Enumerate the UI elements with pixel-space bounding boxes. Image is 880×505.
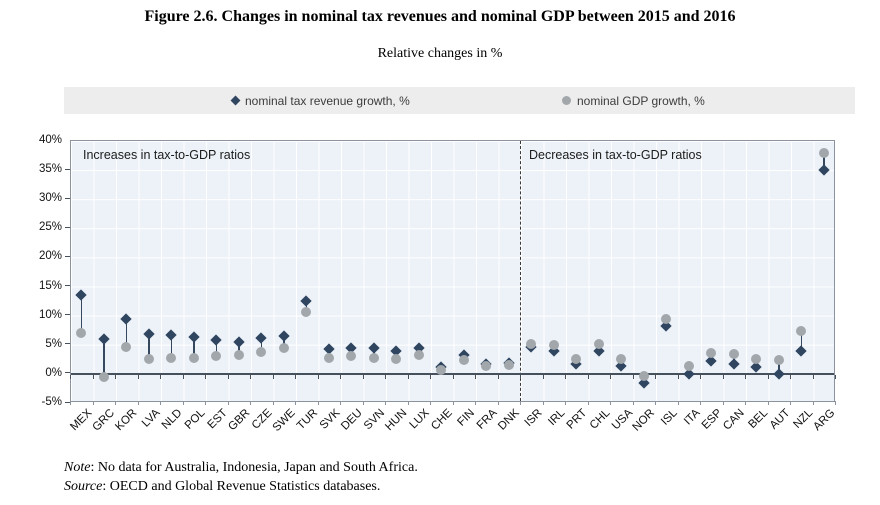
gdp-point	[234, 350, 244, 360]
bottom-axis-tick	[723, 401, 724, 405]
legend-label: nominal tax revenue growth, %	[245, 93, 410, 108]
bottom-axis-tick	[138, 401, 139, 405]
gdp-point	[99, 372, 109, 382]
x-axis-country-label: NOR	[630, 407, 658, 434]
bottom-axis-tick	[93, 401, 94, 405]
y-axis-tick-mark	[65, 285, 70, 286]
zero-axis-tick	[768, 375, 769, 379]
tax-revenue-point	[98, 333, 109, 344]
x-axis-country-label: ISR	[522, 407, 545, 430]
tax-revenue-point	[818, 164, 829, 175]
bottom-axis-tick	[610, 401, 611, 405]
bottom-axis-tick	[813, 401, 814, 405]
source-text: : OECD and Global Revenue Statistics databases.	[102, 479, 381, 494]
gdp-point	[751, 354, 761, 364]
zero-axis-tick	[678, 375, 679, 379]
x-axis-country-label: CAN	[721, 407, 748, 433]
x-axis-country-label: SVN	[362, 407, 388, 433]
x-axis-country-label: USA	[609, 407, 635, 433]
x-axis-country-label: IRL	[546, 407, 568, 429]
gdp-point	[571, 354, 581, 364]
gdp-point	[684, 361, 694, 371]
zero-axis-tick	[453, 375, 454, 379]
zero-axis-tick	[498, 375, 499, 379]
zero-axis-tick	[295, 375, 296, 379]
y-axis-tick-label: 35%	[38, 163, 62, 176]
tax-revenue-point	[773, 369, 784, 380]
note-text: : No data for Australia, Indonesia, Japan and South Africa.	[90, 460, 418, 475]
tax-revenue-point	[143, 329, 154, 340]
x-axis-country-label: GRC	[90, 407, 118, 434]
gdp-point	[279, 343, 289, 353]
bottom-axis-tick	[363, 401, 364, 405]
zero-axis-tick	[273, 375, 274, 379]
y-axis-tick-label: 10%	[38, 308, 62, 321]
gdp-point	[819, 148, 829, 158]
y-axis-tick-mark	[65, 227, 70, 228]
y-axis-tick-label: 15%	[38, 279, 62, 292]
gdp-point	[76, 328, 86, 338]
zero-axis-tick	[138, 375, 139, 379]
bottom-axis-tick	[633, 401, 634, 405]
y-axis-tick-label: 20%	[38, 250, 62, 263]
circle-marker-icon	[562, 96, 571, 105]
zero-axis-tick	[790, 375, 791, 379]
bottom-axis-tick	[790, 401, 791, 405]
note-line	[64, 458, 418, 477]
y-axis-tick-label: 30%	[38, 192, 62, 205]
source-label: Source	[64, 479, 103, 494]
bottom-axis-tick	[318, 401, 319, 405]
zero-axis-tick	[475, 375, 476, 379]
plot-area	[70, 140, 835, 402]
tax-revenue-point	[166, 329, 177, 340]
y-axis-tick-mark	[65, 198, 70, 199]
zero-axis-tick	[835, 375, 836, 379]
tax-revenue-point	[796, 345, 807, 356]
gdp-point	[481, 361, 491, 371]
bottom-axis-tick	[520, 401, 521, 405]
zero-axis-tick	[588, 375, 589, 379]
zero-axis-tick	[340, 375, 341, 379]
x-axis-country-label: HUN	[383, 407, 410, 434]
y-axis-tick-label: -5%	[41, 396, 62, 408]
gdp-point	[211, 351, 221, 361]
zero-axis-tick	[633, 375, 634, 379]
source-line	[64, 477, 418, 496]
bottom-axis-tick	[250, 401, 251, 405]
x-axis-country-label: DNK	[496, 407, 523, 433]
zero-axis-tick	[385, 375, 386, 379]
x-axis-country-label: FIN	[455, 407, 478, 429]
bottom-axis-tick	[295, 401, 296, 405]
x-axis-country-label: AUT	[767, 407, 793, 432]
zero-axis-tick	[115, 375, 116, 379]
bottom-axis-tick	[430, 401, 431, 405]
x-axis-country-label: CZE	[249, 407, 275, 432]
group-divider-line	[520, 141, 521, 401]
x-axis-country-label: NLD	[159, 407, 185, 432]
y-axis-tick-mark	[65, 343, 70, 344]
gdp-point	[189, 353, 199, 363]
bottom-axis-tick	[498, 401, 499, 405]
zero-axis-tick	[93, 375, 94, 379]
x-axis-country-label: ARG	[811, 407, 838, 434]
zero-axis-tick	[655, 375, 656, 379]
bottom-axis-tick	[588, 401, 589, 405]
x-axis-country-label: CHL	[587, 407, 613, 432]
x-axis-country-label: GBR	[226, 407, 253, 434]
zero-axis-tick	[228, 375, 229, 379]
y-axis-tick-mark	[65, 256, 70, 257]
x-axis-country-label: PRT	[565, 407, 590, 432]
bottom-axis-tick	[835, 401, 836, 405]
zero-axis-tick	[250, 375, 251, 379]
tax-revenue-point	[278, 330, 289, 341]
gdp-point	[706, 348, 716, 358]
note-label: Note	[64, 460, 91, 475]
zero-axis-tick	[745, 375, 746, 379]
legend-item-tax-revenue	[232, 87, 410, 114]
x-axis-country-label: SVK	[317, 407, 343, 432]
bottom-axis-tick	[340, 401, 341, 405]
zero-axis-tick	[205, 375, 206, 379]
tax-revenue-point	[76, 289, 87, 300]
x-axis-country-label: LUX	[407, 407, 433, 432]
x-axis-country-label: ITA	[681, 407, 703, 428]
x-axis-country-label: NZL	[790, 407, 815, 431]
bottom-axis-tick	[453, 401, 454, 405]
gdp-point	[346, 351, 356, 361]
gdp-point	[369, 353, 379, 363]
x-axis-country-label: MEX	[68, 407, 95, 434]
x-axis-country-label: CHE	[429, 407, 455, 433]
zero-axis-tick	[813, 375, 814, 379]
gdp-point	[301, 307, 311, 317]
bottom-axis-tick	[678, 401, 679, 405]
gdp-point	[256, 347, 266, 357]
gdp-point	[526, 339, 536, 349]
note-source-block	[64, 458, 418, 496]
zero-axis-tick	[610, 375, 611, 379]
gdp-point	[616, 354, 626, 364]
x-axis-country-label: EST	[205, 407, 230, 432]
group-label-increases: Increases in tax-to-GDP ratios	[83, 148, 251, 162]
gdp-point	[459, 355, 469, 365]
bottom-axis-tick	[228, 401, 229, 405]
gdp-point	[166, 353, 176, 363]
gdp-point	[796, 326, 806, 336]
tax-revenue-point	[256, 332, 267, 343]
legend-item-gdp	[562, 87, 705, 114]
y-axis-tick-mark	[65, 169, 70, 170]
bottom-axis-tick	[565, 401, 566, 405]
tax-revenue-point	[211, 334, 222, 345]
gdp-point	[594, 339, 604, 349]
y-axis-tick-mark	[65, 372, 70, 373]
bottom-axis-tick	[655, 401, 656, 405]
zero-axis-tick	[183, 375, 184, 379]
bottom-axis-tick	[385, 401, 386, 405]
zero-axis-tick	[318, 375, 319, 379]
bottom-axis-tick	[700, 401, 701, 405]
bottom-axis-tick	[273, 401, 274, 405]
zero-axis-tick	[520, 375, 521, 379]
gdp-point	[324, 353, 334, 363]
bottom-axis-tick	[408, 401, 409, 405]
gdp-point	[774, 355, 784, 365]
zero-axis-tick	[160, 375, 161, 379]
gdp-point	[504, 360, 514, 370]
gdp-point	[549, 340, 559, 350]
bottom-axis-tick	[115, 401, 116, 405]
figure-subtitle: Relative changes in %	[377, 46, 503, 61]
tax-revenue-point	[121, 313, 132, 324]
bottom-axis-tick	[768, 401, 769, 405]
bottom-axis-tick	[205, 401, 206, 405]
zero-axis-tick	[363, 375, 364, 379]
tax-revenue-point	[728, 358, 739, 369]
x-axis-country-label: ISL	[659, 407, 680, 428]
y-axis-tick-label: 5%	[45, 337, 62, 350]
x-axis-country-label: BEL	[745, 407, 770, 431]
gdp-point	[414, 350, 424, 360]
diamond-marker-icon	[231, 96, 241, 106]
bottom-axis-tick	[475, 401, 476, 405]
zero-axis-tick	[565, 375, 566, 379]
bottom-axis-tick	[70, 401, 71, 405]
bottom-axis-tick	[160, 401, 161, 405]
x-axis-country-label: POL	[182, 407, 208, 432]
x-axis-country-label: DEU	[339, 407, 365, 433]
y-axis-tick-label: 0%	[45, 366, 62, 379]
y-axis-tick-label: 25%	[38, 221, 62, 234]
group-label-decreases: Decreases in tax-to-GDP ratios	[529, 148, 702, 162]
bottom-axis-tick	[183, 401, 184, 405]
bottom-axis-tick	[745, 401, 746, 405]
zero-axis-tick	[543, 375, 544, 379]
gdp-point	[729, 349, 739, 359]
zero-axis-tick	[430, 375, 431, 379]
tax-revenue-point	[233, 336, 244, 347]
legend	[64, 87, 855, 114]
gdp-point	[391, 354, 401, 364]
zero-axis-tick	[408, 375, 409, 379]
tax-revenue-point	[301, 295, 312, 306]
x-axis-country-label: FRA	[474, 407, 500, 432]
x-axis-country-label: KOR	[113, 407, 140, 434]
y-axis-tick-label: 40%	[38, 134, 62, 146]
gdp-point	[121, 342, 131, 352]
zero-axis-tick	[723, 375, 724, 379]
legend-label: nominal GDP growth, %	[577, 93, 705, 108]
x-axis-country-label: LVA	[139, 407, 163, 430]
figure-title: Figure 2.6. Changes in nominal tax revenues and nominal GDP between 2015 and 2016	[144, 8, 736, 25]
x-axis-country-label: ESP	[699, 407, 725, 432]
y-axis-tick-mark	[65, 402, 70, 403]
x-axis-country-label: TUR	[294, 407, 320, 433]
zero-axis-tick	[70, 375, 71, 379]
bottom-axis-tick	[543, 401, 544, 405]
gdp-point	[144, 354, 154, 364]
y-axis-tick-mark	[65, 314, 70, 315]
gdp-point	[661, 314, 671, 324]
gdp-point	[639, 371, 649, 381]
tax-revenue-point	[188, 332, 199, 343]
x-axis-country-label: SWE	[270, 407, 298, 435]
zero-axis-tick	[700, 375, 701, 379]
